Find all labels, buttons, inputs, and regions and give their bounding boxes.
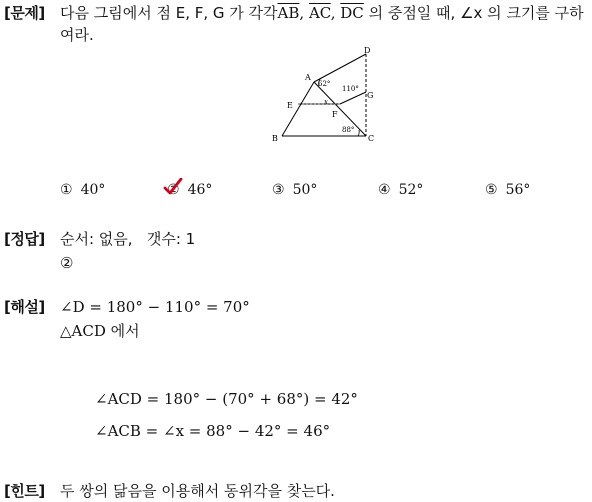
solution-line4: ∠ACB = ∠x = 88° − 42° = 46° <box>95 422 331 440</box>
choice-4-number: ④ <box>378 182 391 198</box>
choice-5-number: ⑤ <box>485 182 498 198</box>
answer-meta: 순서: 없음, 갯수: 1 <box>60 230 196 248</box>
label-a: A <box>305 73 311 82</box>
answer-tag: [정답] <box>4 230 45 248</box>
choice-4-value: 52° <box>398 182 424 198</box>
problem-line1-post: 의 중점일 때, ∠x 의 크기를 구하 <box>363 4 584 22</box>
choice-3-number: ③ <box>272 182 285 198</box>
choice-2-value: 46° <box>187 182 213 198</box>
problem-tag: [문제] <box>4 4 45 22</box>
choice-2-number <box>167 182 180 198</box>
segment-ab: $\overline{AB}$ <box>277 4 300 22</box>
label-e: E <box>287 101 293 110</box>
problem-line1-pre: 다음 그림에서 점 E, F, G 가 각각 <box>60 4 278 22</box>
segment-ad <box>314 54 366 82</box>
segment-fg <box>340 92 366 104</box>
angle-label-a: 62° <box>318 80 331 88</box>
choice-5[interactable] <box>485 182 530 198</box>
choice-1-number: ① <box>60 182 73 198</box>
label-c: C <box>368 134 375 143</box>
angle-label-x: x <box>324 98 328 106</box>
angle-label-c: 88° <box>342 126 355 134</box>
choice-2[interactable] <box>167 182 212 198</box>
choice-3[interactable] <box>272 182 317 198</box>
answer-value: ② <box>60 254 74 272</box>
label-g: G <box>367 91 374 100</box>
label-d: D <box>364 46 371 55</box>
problem-text <box>60 2 585 46</box>
solution-line1: ∠D = 180° − 110° = 70° <box>60 298 250 316</box>
label-f: F <box>332 110 338 119</box>
solution-line3: ∠ACD = 180° − (70° + 68°) = 42° <box>95 390 358 408</box>
segment-ac: $\overline{AC}$ <box>308 4 331 22</box>
separator-2: , <box>330 4 341 22</box>
geometry-figure <box>266 42 386 150</box>
hint-text: 두 쌍의 닮음을 이용해서 동위각을 찾는다. <box>60 482 335 500</box>
angle-arc-c <box>358 130 359 136</box>
choice-5-value: 56° <box>505 182 531 198</box>
hint-tag: [힌트] <box>4 482 45 500</box>
segment-dc: $\overline{DC}$ <box>340 4 364 22</box>
choice-1-value: 40° <box>80 182 106 198</box>
check-mark-icon <box>163 178 183 196</box>
problem-line2: 여라. <box>60 26 94 44</box>
choice-2-number-text: ② <box>167 182 180 198</box>
label-b: B <box>272 134 278 143</box>
solution-tag: [해설] <box>4 298 45 316</box>
solution-line2: △ACD 에서 <box>60 322 140 340</box>
choice-4[interactable] <box>378 182 423 198</box>
choice-1[interactable] <box>60 182 105 198</box>
choice-3-value: 50° <box>292 182 318 198</box>
angle-label-g: 110° <box>342 85 359 93</box>
separator-1: , <box>299 4 309 22</box>
